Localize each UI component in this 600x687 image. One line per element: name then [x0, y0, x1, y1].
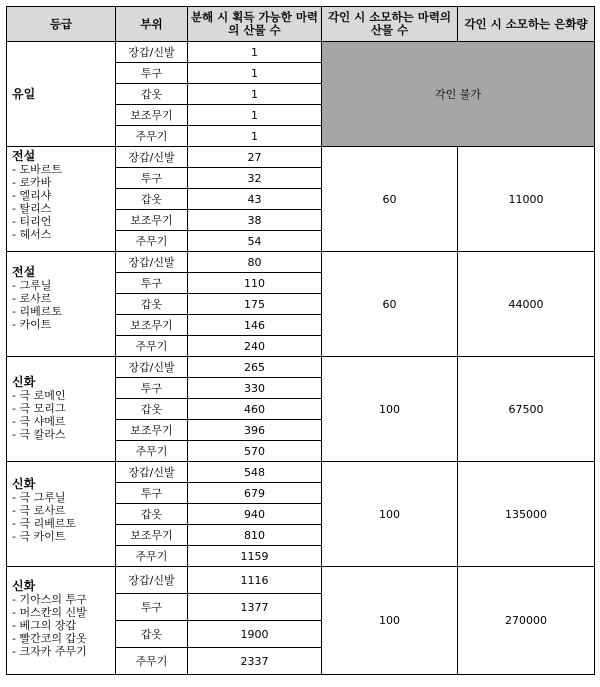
part-cell: 주무기: [116, 441, 188, 462]
grade-name: 전설: [12, 149, 36, 163]
header-dismantle: 분해 시 획득 가능한 마력의 산물 수: [188, 7, 322, 42]
grade-item: - 극 그루닐: [12, 491, 66, 504]
engrave-table: [6, 6, 595, 675]
engrave-silver-cell: 135000: [458, 462, 595, 567]
grade-cell: [7, 147, 116, 252]
grade-item: - 엘리샤: [12, 189, 52, 202]
dismantle-cell: 265: [188, 357, 322, 378]
engrave-cost-cell: 100: [322, 462, 458, 567]
dismantle-cell: 1: [188, 63, 322, 84]
grade-item: - 극 카이트: [12, 530, 66, 543]
grade-item: - 극 로메인: [12, 389, 66, 402]
dismantle-cell: 548: [188, 462, 322, 483]
dismantle-cell: 1: [188, 42, 322, 63]
dismantle-cell: 1900: [188, 621, 322, 648]
dismantle-cell: 2337: [188, 648, 322, 675]
table-row: [7, 42, 595, 63]
grade-item: - 그루닐: [12, 279, 52, 292]
dismantle-cell: 175: [188, 294, 322, 315]
part-cell: 투구: [116, 63, 188, 84]
dismantle-cell: 460: [188, 399, 322, 420]
part-cell: 장갑/신발: [116, 567, 188, 594]
dismantle-cell: 43: [188, 189, 322, 210]
part-cell: 장갑/신발: [116, 357, 188, 378]
part-cell: 보조무기: [116, 420, 188, 441]
part-cell: 장갑/신발: [116, 462, 188, 483]
grade-item: - 빨간코의 갑옷: [12, 632, 87, 645]
dismantle-cell: 810: [188, 525, 322, 546]
part-cell: 투구: [116, 378, 188, 399]
dismantle-cell: 940: [188, 504, 322, 525]
engrave-silver-cell: 67500: [458, 357, 595, 462]
header-part: 부위: [116, 7, 188, 42]
grade-name: 신화: [12, 579, 36, 593]
grade-item: - 극 칼라스: [12, 428, 66, 441]
part-cell: 장갑/신발: [116, 42, 188, 63]
header-row: [7, 7, 595, 42]
part-cell: 주무기: [116, 231, 188, 252]
grade-name: 신화: [12, 375, 36, 389]
grade-cell: [7, 567, 116, 675]
grade-item: - 극 샤메르: [12, 415, 66, 428]
dismantle-cell: 1: [188, 126, 322, 147]
part-cell: 투구: [116, 168, 188, 189]
dismantle-cell: 240: [188, 336, 322, 357]
part-cell: 보조무기: [116, 105, 188, 126]
grade-item: - 헤서스: [12, 228, 52, 241]
grade-item: - 도바르트: [12, 163, 62, 176]
grade-item: - 극 모리그: [12, 402, 66, 415]
header-grade: 등급: [7, 7, 116, 42]
engrave-unavailable-cell: 각인 불가: [322, 42, 595, 147]
dismantle-cell: 32: [188, 168, 322, 189]
grade-item: - 베그의 장갑: [12, 619, 77, 632]
part-cell: 주무기: [116, 648, 188, 675]
part-cell: 주무기: [116, 336, 188, 357]
dismantle-cell: 146: [188, 315, 322, 336]
dismantle-cell: 679: [188, 483, 322, 504]
grade-item: - 극 리베르토: [12, 517, 77, 530]
table-row: [7, 567, 595, 594]
grade-cell: [7, 42, 116, 147]
grade-item: - 탈리스: [12, 202, 52, 215]
part-cell: 투구: [116, 273, 188, 294]
grade-cell: [7, 462, 116, 567]
grade-cell: [7, 357, 116, 462]
table-row: [7, 147, 595, 168]
part-cell: 장갑/신발: [116, 252, 188, 273]
dismantle-cell: 1159: [188, 546, 322, 567]
dismantle-cell: 1: [188, 105, 322, 126]
part-cell: 갑옷: [116, 399, 188, 420]
grade-name: 신화: [12, 477, 36, 491]
dismantle-cell: 1377: [188, 594, 322, 621]
header-engrave-cost: 각인 시 소모하는 마력의 산물 수: [322, 7, 458, 42]
engrave-cost-cell: 60: [322, 252, 458, 357]
grade-item: - 리베르토: [12, 305, 62, 318]
dismantle-cell: 54: [188, 231, 322, 252]
grade-name: 유일: [12, 86, 36, 101]
grade-cell: [7, 252, 116, 357]
grade-item: - 극 로사르: [12, 504, 66, 517]
part-cell: 장갑/신발: [116, 147, 188, 168]
part-cell: 주무기: [116, 546, 188, 567]
dismantle-cell: 1: [188, 84, 322, 105]
part-cell: 갑옷: [116, 504, 188, 525]
engrave-silver-cell: 11000: [458, 147, 595, 252]
header-engrave-silver: 각인 시 소모하는 은화량: [458, 7, 595, 42]
part-cell: 투구: [116, 594, 188, 621]
engrave-cost-cell: 60: [322, 147, 458, 252]
dismantle-cell: 396: [188, 420, 322, 441]
engrave-cost-cell: 100: [322, 357, 458, 462]
grade-name: 전설: [12, 265, 36, 279]
part-cell: 갑옷: [116, 294, 188, 315]
engrave-silver-cell: 44000: [458, 252, 595, 357]
table-row: [7, 462, 595, 483]
dismantle-cell: 570: [188, 441, 322, 462]
part-cell: 갑옷: [116, 621, 188, 648]
grade-item: - 머스칸의 신발: [12, 606, 87, 619]
dismantle-cell: 38: [188, 210, 322, 231]
dismantle-cell: 80: [188, 252, 322, 273]
part-cell: 주무기: [116, 126, 188, 147]
part-cell: 보조무기: [116, 525, 188, 546]
grade-item: - 크자카 주무기: [12, 645, 87, 658]
part-cell: 투구: [116, 483, 188, 504]
dismantle-cell: 330: [188, 378, 322, 399]
table-row: [7, 252, 595, 273]
grade-item: - 로카바: [12, 176, 52, 189]
engrave-silver-cell: 270000: [458, 567, 595, 675]
grade-item: - 기아스의 투구: [12, 593, 87, 606]
engrave-cost-cell: 100: [322, 567, 458, 675]
part-cell: 갑옷: [116, 84, 188, 105]
part-cell: 보조무기: [116, 315, 188, 336]
dismantle-cell: 110: [188, 273, 322, 294]
dismantle-cell: 27: [188, 147, 322, 168]
part-cell: 갑옷: [116, 189, 188, 210]
grade-item: - 티리언: [12, 215, 52, 228]
part-cell: 보조무기: [116, 210, 188, 231]
grade-item: - 카이트: [12, 318, 52, 331]
dismantle-cell: 1116: [188, 567, 322, 594]
grade-item: - 로사르: [12, 292, 52, 305]
table-row: [7, 357, 595, 378]
